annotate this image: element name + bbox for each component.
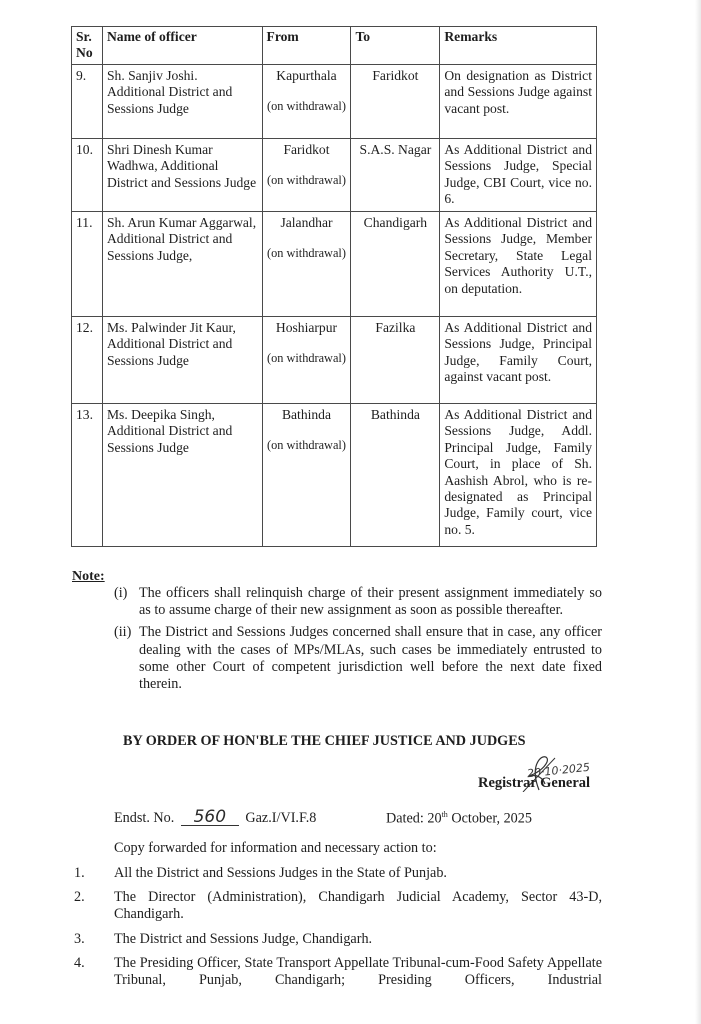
cell-to: Faridkot [351,65,440,139]
distribution-list [74,865,602,996]
cell-to: Bathinda [351,404,440,547]
cell-officer-name: Shri Dinesh Kumar Wadhwa, Additional District and Sessions Judge [102,139,262,212]
note-item [114,585,602,619]
list-item-number: 3. [74,930,85,947]
transfer-table [71,26,597,547]
from-note: (on withdrawal) [267,246,346,261]
list-item-text: The Presiding Officer, State Transport Appellate Tribunal-cum-Food Safety Appellate Tribunal, Punjab, Chandigarh; Presiding Officers, Industrial [114,954,602,989]
from-place: Bathinda [281,407,332,422]
cell-sr-no: 12. [72,317,103,404]
list-item-text: The Director (Administration), Chandigarh Judicial Academy, Sector 43-D, Chandigarh. [114,889,602,923]
list-item-number: 2. [74,889,85,906]
endorsement-reference: Gaz.I/VI.F.8 [245,810,317,826]
copy-forwarded-line: Copy forwarded for information and necessary action to: [114,840,437,856]
from-note: (on withdrawal) [267,438,346,453]
signature-date: 20·10·2025 [526,760,591,781]
cell-sr-no: 11. [72,212,103,317]
signatory-designation: Registrar General [478,775,591,791]
dated-label: Dated: 20 [386,810,442,827]
note-item [114,624,602,693]
cell-from [262,139,351,212]
header-from: From [262,27,351,65]
list-item-number: 1. [74,865,85,881]
cell-officer-name: Ms. Palwinder Jit Kaur, Additional District and Sessions Judge [102,317,262,404]
cell-remarks: As Additional District and Sessions Judge, Special Judge, CBI Court, vice no. 6. [440,139,597,212]
from-note: (on withdrawal) [267,99,346,114]
header-sr-no: Sr. No [72,27,103,65]
list-item [74,931,602,948]
cell-remarks: As Additional District and Sessions Judge, Principal Judge, Family Court, against vacant post. [440,317,597,404]
table-row [72,317,597,404]
list-item [74,889,602,923]
cell-remarks: As Additional District and Sessions Judge, Member Secretary, State Legal Services Authority U.T., on deputation. [440,212,597,317]
endorsement-date [386,810,532,828]
note-list [114,585,602,698]
from-place: Jalandhar [280,215,333,230]
table-row [72,212,597,317]
endorsement-number: 560 [181,810,239,826]
table-header-row [72,27,597,65]
from-place: Hoshiarpur [275,320,338,335]
cell-from [262,65,351,139]
cell-remarks: On designation as District and Sessions Judge against vacant post. [440,65,597,139]
endorsement-prefix: Endst. No. [114,810,175,826]
header-remarks: Remarks [440,27,597,65]
cell-from [262,404,351,547]
endorsement-number-line [114,807,317,827]
list-item [74,865,602,882]
order-authority-line: BY ORDER OF HON'BLE THE CHIEF JUSTICE AND JUDGES [123,733,526,749]
list-item-number: 4. [74,954,85,971]
cell-officer-name: Sh. Sanjiv Joshi. Additional District and Sessions Judge [102,65,262,139]
table-row [72,65,597,139]
from-note: (on withdrawal) [267,351,346,366]
dated-rest: October, 2025 [447,810,532,827]
header-name-of-officer: Name of officer [102,27,262,65]
list-item-text: All the District and Sessions Judges in the State of Punjab. [114,865,447,881]
cell-officer-name: Ms. Deepika Singh, Additional District and Sessions Judge [102,404,262,547]
from-place: Kapurthala [276,68,337,83]
note-heading: Note: [72,569,105,584]
cell-to: Fazilka [351,317,440,404]
note-item-number: (i) [114,585,128,601]
list-item [74,955,602,989]
cell-from [262,317,351,404]
table-row [72,404,597,547]
list-item-text: The District and Sessions Judge, Chandigarh. [114,930,373,947]
note-item-text: The officers shall relinquish charge of their present assignment immediately so as to assume charge of their new assignment as soon as possible thereafter. [139,585,602,619]
table-row [72,139,597,212]
cell-sr-no: 10. [72,139,103,212]
cell-sr-no: 9. [72,65,103,139]
cell-to: Chandigarh [351,212,440,317]
scan-edge-shadow [695,0,701,1024]
from-note: (on withdrawal) [267,173,346,188]
cell-officer-name: Sh. Arun Kumar Aggarwal, Additional District and Sessions Judge, [102,212,262,317]
cell-remarks: As Additional District and Sessions Judge, Addl. Principal Judge, Family Court, in place of Sh. Aashish Abrol, who is re-designated as Principal Judge, Family court, vice no. 5. [440,404,597,547]
note-item-text: The District and Sessions Judges concerned shall ensure that in case, any officer dealing with the cases of MPs/MLAs, such cases be immediately entrusted to some other Court of competent jurisdiction well before the next date fixed therein. [139,624,602,693]
cell-to: S.A.S. Nagar [351,139,440,212]
header-to: To [351,27,440,65]
dated-ordinal: th [441,810,448,819]
cell-from [262,212,351,317]
cell-sr-no: 13. [72,404,103,547]
note-item-number: (ii) [114,624,132,641]
from-place: Faridkot [283,142,330,157]
